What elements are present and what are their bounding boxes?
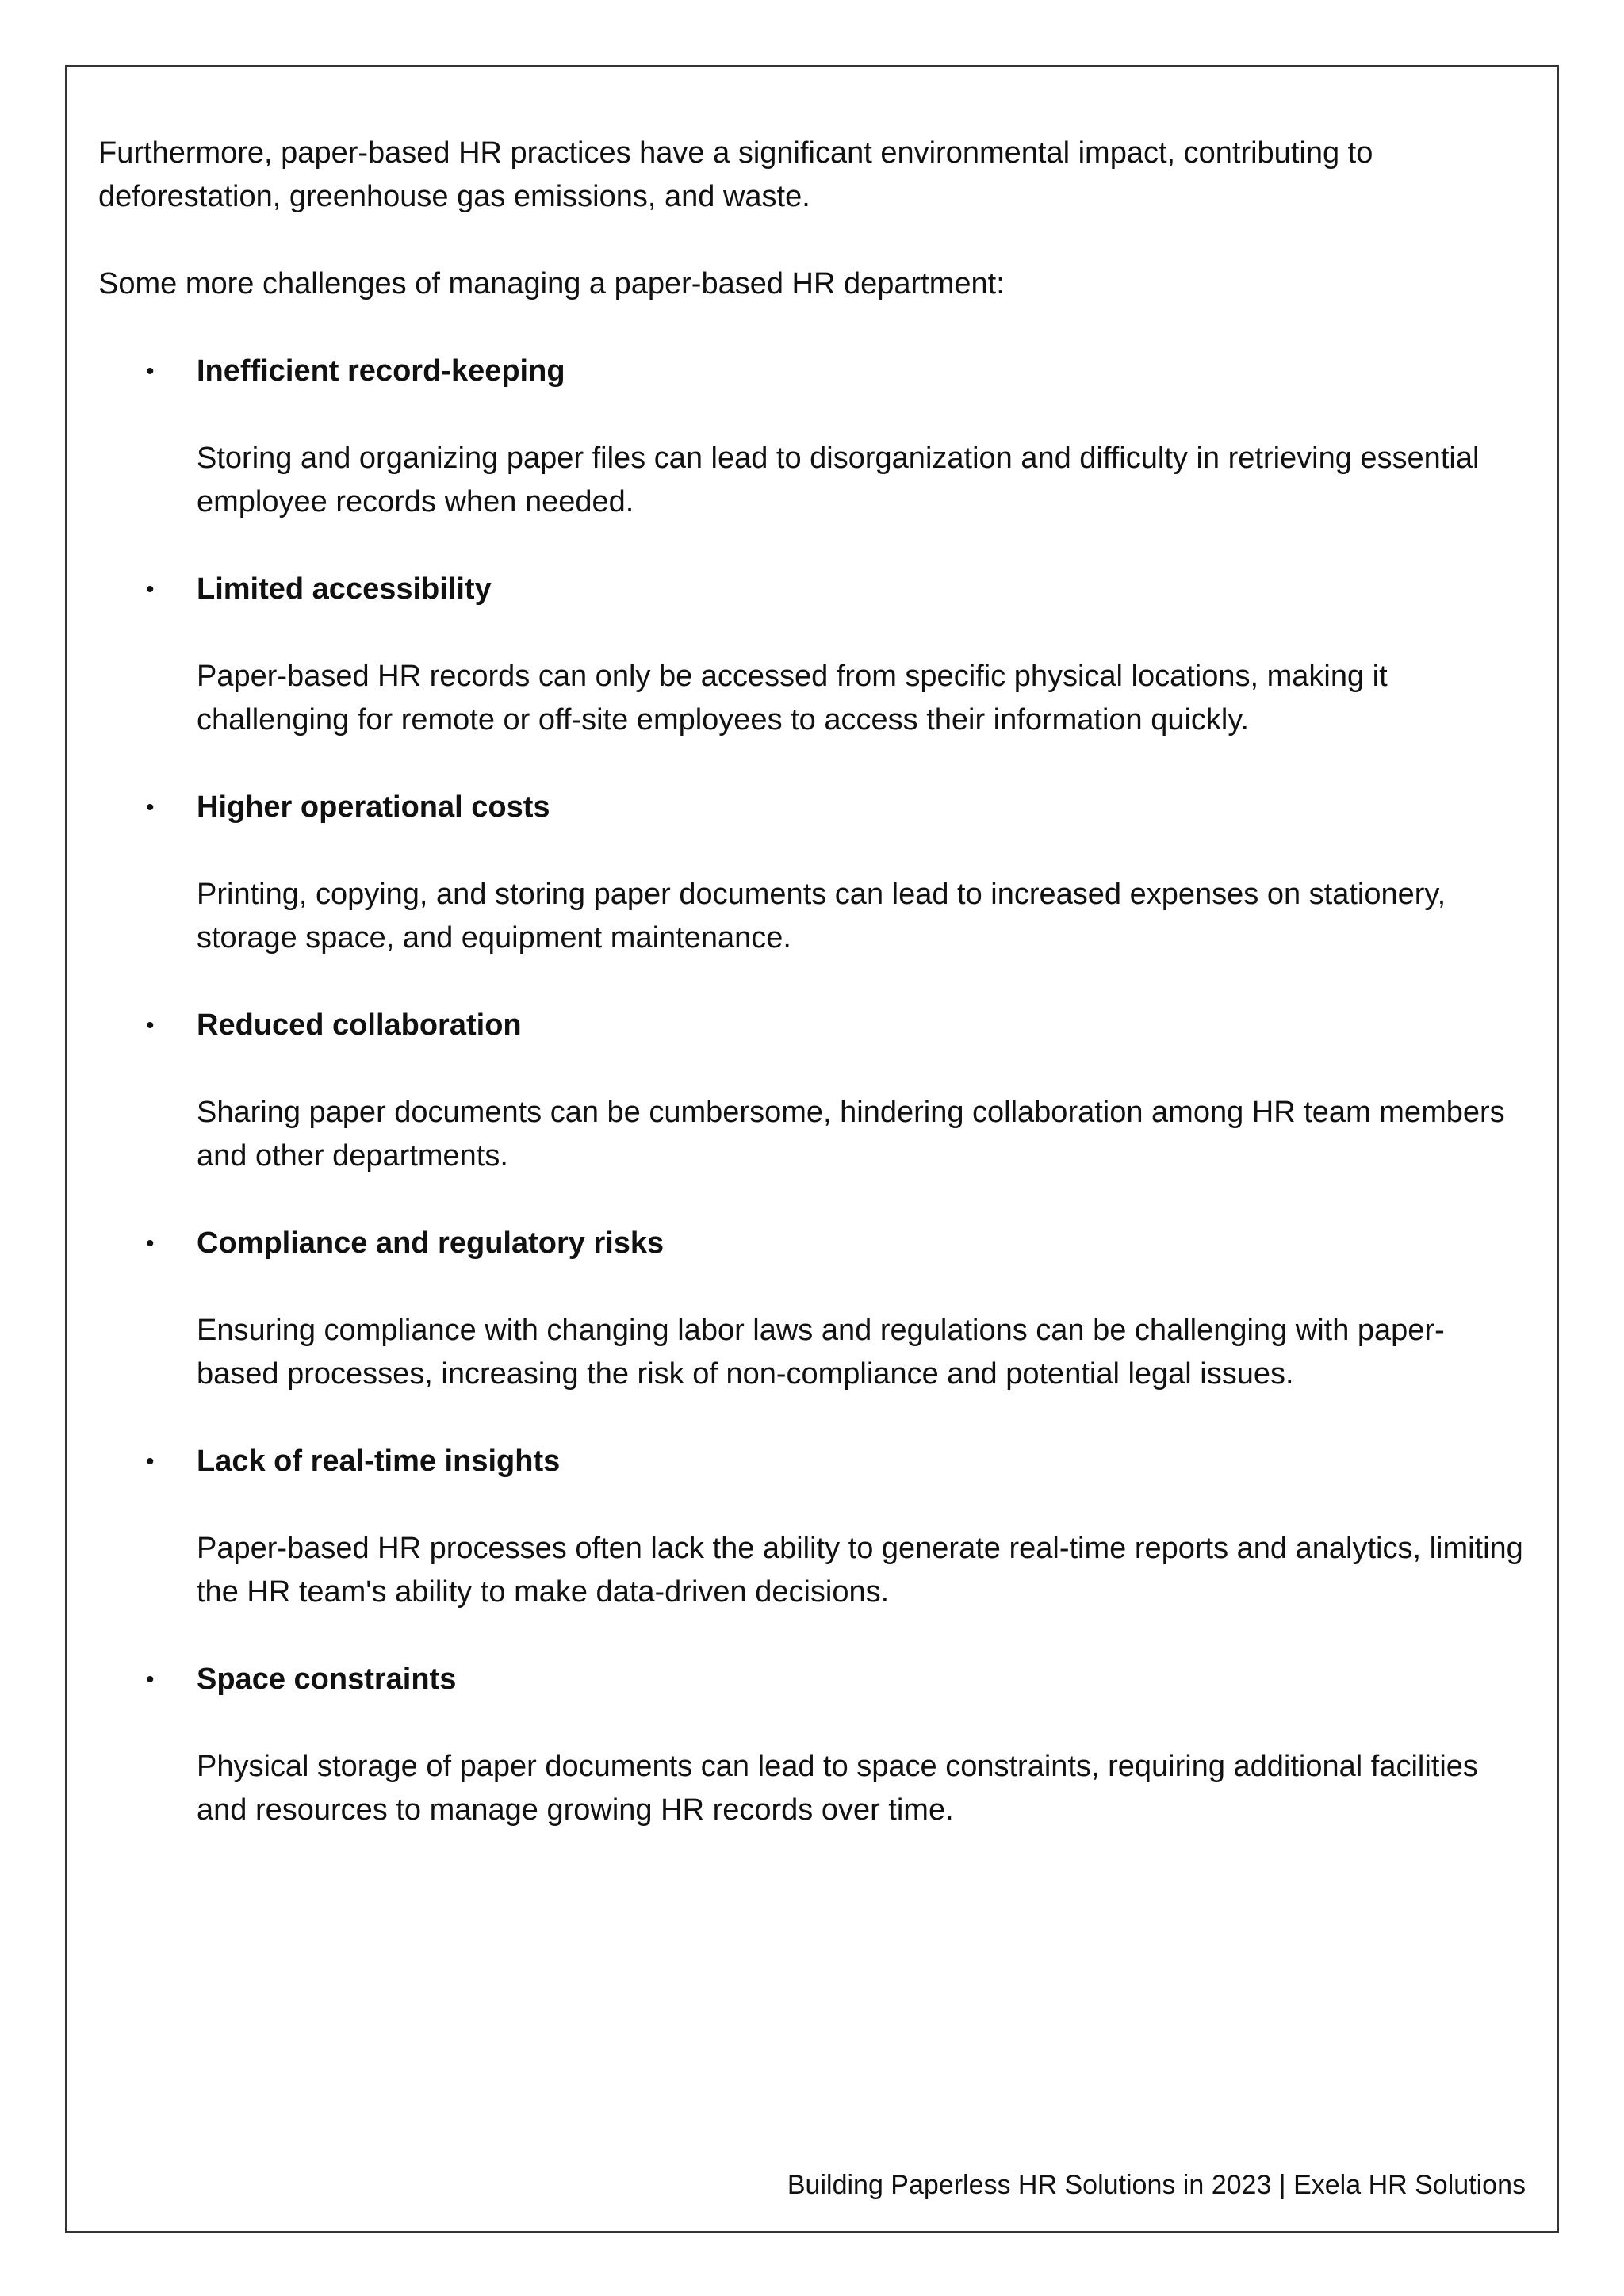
list-item bbox=[98, 1004, 1526, 1178]
list-item bbox=[98, 1440, 1526, 1614]
challenge-title: Lack of real-time insights bbox=[197, 1445, 561, 1478]
bullet-icon: • bbox=[146, 794, 155, 821]
challenge-title: Higher operational costs bbox=[197, 790, 550, 824]
challenge-title: Compliance and regulatory risks bbox=[197, 1226, 665, 1260]
list-item bbox=[98, 350, 1526, 524]
challenge-description: Storing and organizing paper files can lead to disorganization and difficulty in retrieving essential employee records when needed. bbox=[197, 442, 1480, 519]
bullet-icon: • bbox=[146, 358, 155, 385]
challenge-description: Paper-based HR processes often lack the ability to generate real-time reports and analytics, limiting the HR team's ability to make data-driven decisions. bbox=[197, 1532, 1523, 1609]
list-item bbox=[98, 1222, 1526, 1396]
list-item bbox=[98, 568, 1526, 742]
list-lead-paragraph: Some more challenges of managing a paper-based HR department: bbox=[98, 267, 1005, 300]
bullet-icon: • bbox=[146, 1448, 155, 1475]
challenges-list bbox=[98, 350, 1526, 1832]
challenge-title: Space constraints bbox=[197, 1663, 457, 1696]
challenge-description: Sharing paper documents can be cumbersome, hindering collaboration among HR team members and other departments. bbox=[197, 1096, 1505, 1173]
list-item bbox=[98, 786, 1526, 960]
list-item bbox=[98, 1658, 1526, 1832]
intro-paragraph: Furthermore, paper-based HR practices have a significant environmental impact, contributing to deforestation, greenhouse gas emissions, and waste. bbox=[98, 136, 1373, 213]
challenge-description: Printing, copying, and storing paper documents can lead to increased expenses on stationery, storage space, and equipment maintenance. bbox=[197, 878, 1446, 955]
challenge-title: Inefficient record-keeping bbox=[197, 354, 565, 388]
bullet-icon: • bbox=[146, 1667, 155, 1693]
challenge-description: Paper-based HR records can only be accessed from specific physical locations, making it challenging for remote or off-site employees to access their information quickly. bbox=[197, 660, 1388, 737]
bullet-icon: • bbox=[146, 1230, 155, 1257]
challenge-title: Limited accessibility bbox=[197, 572, 492, 606]
document-body bbox=[98, 132, 1526, 1876]
challenge-title: Reduced collaboration bbox=[197, 1008, 522, 1042]
page-footer: Building Paperless HR Solutions in 2023 | Exela HR Solutions bbox=[787, 2170, 1526, 2200]
challenge-description: Ensuring compliance with changing labor laws and regulations can be challenging with paper-based processes, increasing the risk of non-compliance and potential legal issues. bbox=[197, 1314, 1445, 1391]
challenge-description: Physical storage of paper documents can lead to space constraints, requiring additional facilities and resources to manage growing HR records over time. bbox=[197, 1750, 1478, 1827]
bullet-icon: • bbox=[146, 1012, 155, 1039]
bullet-icon: • bbox=[146, 576, 155, 603]
